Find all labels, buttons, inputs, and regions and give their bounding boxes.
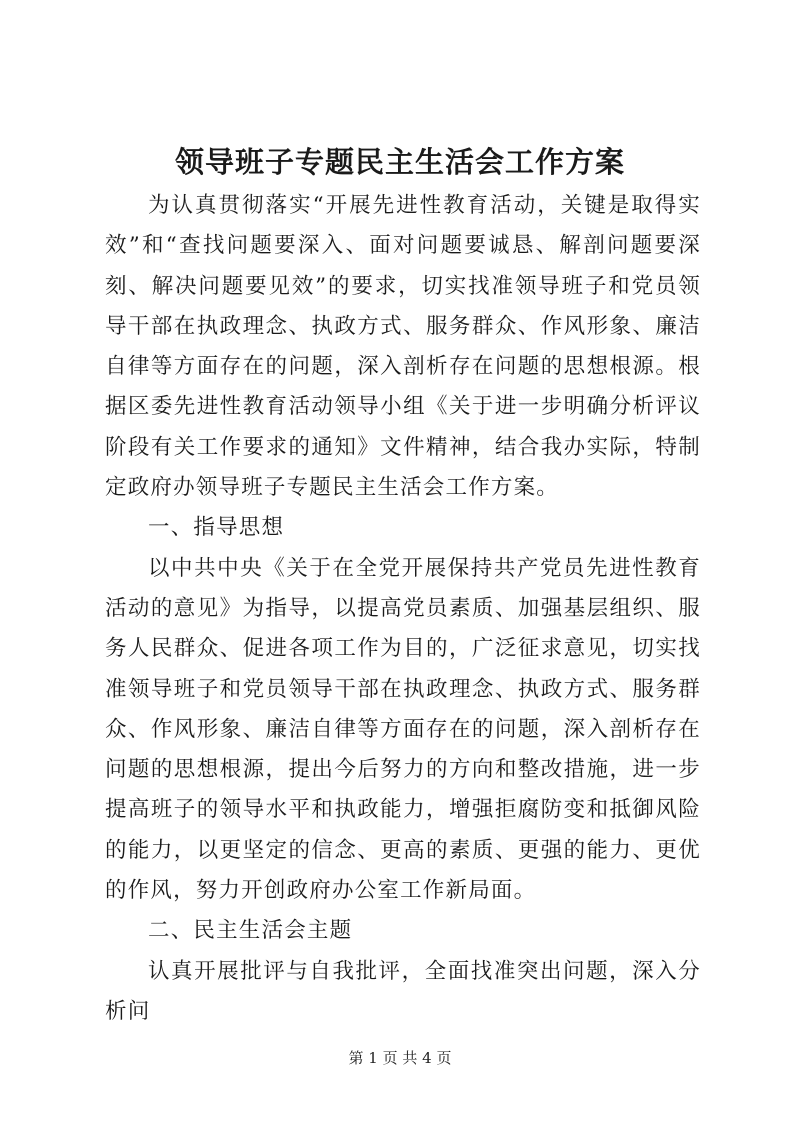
paragraph-intro: 为认真贯彻落实“开展先进性教育活动，关键是取得实效”和“查找问题要深入、面对问题要诚恳、解剖问题要深刻、解决问题要见效”的要求，切实找准领导班子和党员领导干部在执政理念、执政方式、服务群众、作风形象、廉洁自律等方面存在的问题，深入剖析存在问题的思想根源。根据区委先进性教育活动领导小组《关于进一步明确分析评议阶段有关工作要求的通知》文件精神，结合我办实际，特制定政府办领导班子专题民主生活会工作方案。 (105, 193, 701, 501)
paragraph-guiding-thought: 以中共中央《关于在全党开展保持共产党员先进性教育活动的意见》为指导，以提高党员素质、加强基层组织、服务人民群众、促进各项工作为目的，广泛征求意见，切实找准领导班子和党员领导干部在执政理念、执政方式、服务群众、作风形象、廉洁自律等方面存在的问题，深入剖析存在问题的思想根源，提出今后努力的方向和整改措施，进一步提高班子的领导水平和执政能力，增强拒腐防变和抵御风险的能力，以更坚定的信念、更高的素质、更强的能力、更优的作风，努力开创政府办公室工作新局面。 (105, 555, 701, 904)
page-number-footer: 第 1 页 共 4 页 (348, 1049, 452, 1067)
paragraph-meeting-theme: 认真开展批评与自我批评，全面找准突出问题，深入分析问 (105, 958, 701, 1024)
section-heading-guiding-thought: 一、指导思想 (148, 515, 285, 541)
document-body (105, 186, 701, 1032)
section-heading-meeting-theme: 二、民主生活会主题 (148, 918, 353, 944)
document-title: 领导班子专题民主生活会工作方案 (174, 145, 625, 179)
